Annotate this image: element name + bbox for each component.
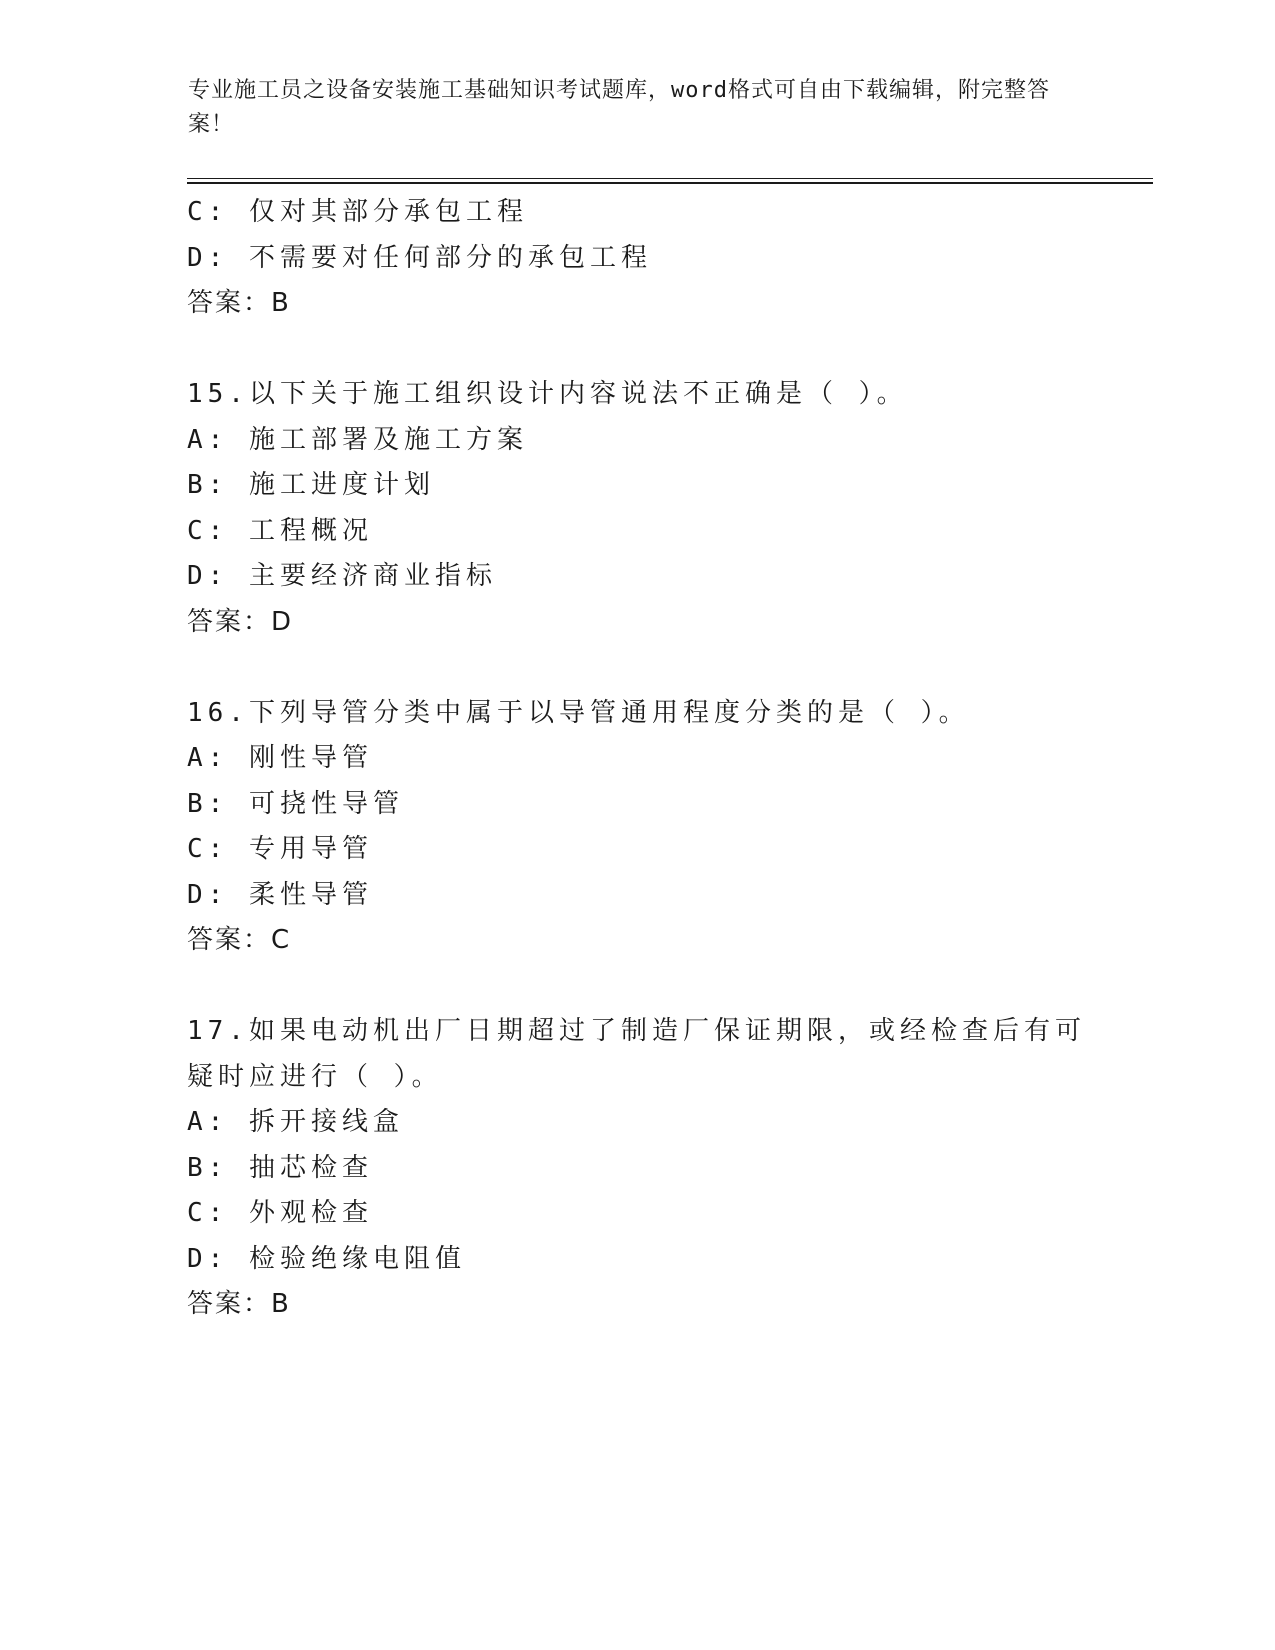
question-block-17 xyxy=(187,1009,1153,1328)
spacer xyxy=(187,645,1153,691)
option-a: A: 施工部署及施工方案 xyxy=(187,424,528,455)
answer-line: 答案：B xyxy=(187,288,291,318)
option-c: C: 仅对其部分承包工程 xyxy=(187,197,528,227)
question-list xyxy=(187,190,1153,1328)
header-divider-thin xyxy=(187,178,1153,179)
option-d: D: 主要经济商业指标 xyxy=(187,561,497,591)
answer-line: 答案：B xyxy=(187,1289,291,1319)
option-d: D: 检验绝缘电阻值 xyxy=(187,1243,466,1274)
question-title: 16.下列导管分类中属于以导管通用程度分类的是（ ）。 xyxy=(187,697,970,728)
header-divider-thick xyxy=(187,182,1153,184)
document-header: 专业施工员之设备安装施工基础知识考试题库，word格式可自由下载编辑，附完整答案！ xyxy=(188,78,1050,137)
option-c: C: 专用导管 xyxy=(187,834,373,864)
option-d: D: 柔性导管 xyxy=(187,879,373,910)
spacer xyxy=(187,327,1153,373)
option-a: A: 拆开接线盒 xyxy=(187,1107,404,1137)
option-b: B: 抽芯检查 xyxy=(187,1152,373,1183)
option-b: B: 可挠性导管 xyxy=(187,788,404,819)
spacer xyxy=(187,964,1153,1010)
question-title: 15.以下关于施工组织设计内容说法不正确是（ ）。 xyxy=(187,379,908,409)
answer-line: 答案：D xyxy=(187,606,294,637)
option-a: A: 刚性导管 xyxy=(187,743,373,773)
answer-line: 答案：C xyxy=(187,925,292,955)
option-c: C: 工程概况 xyxy=(187,515,373,546)
question-block-continued xyxy=(187,190,1153,327)
option-b: B: 施工进度计划 xyxy=(187,470,435,500)
question-title: 17.如果电动机出厂日期超过了制造厂保证期限，或经检查后有可疑时应进行（ ）。 xyxy=(187,1016,1086,1092)
option-d: D: 不需要对任何部分的承包工程 xyxy=(187,242,652,273)
question-block-16 xyxy=(187,691,1153,964)
option-c: C: 外观检查 xyxy=(187,1198,373,1228)
question-block-15 xyxy=(187,372,1153,645)
